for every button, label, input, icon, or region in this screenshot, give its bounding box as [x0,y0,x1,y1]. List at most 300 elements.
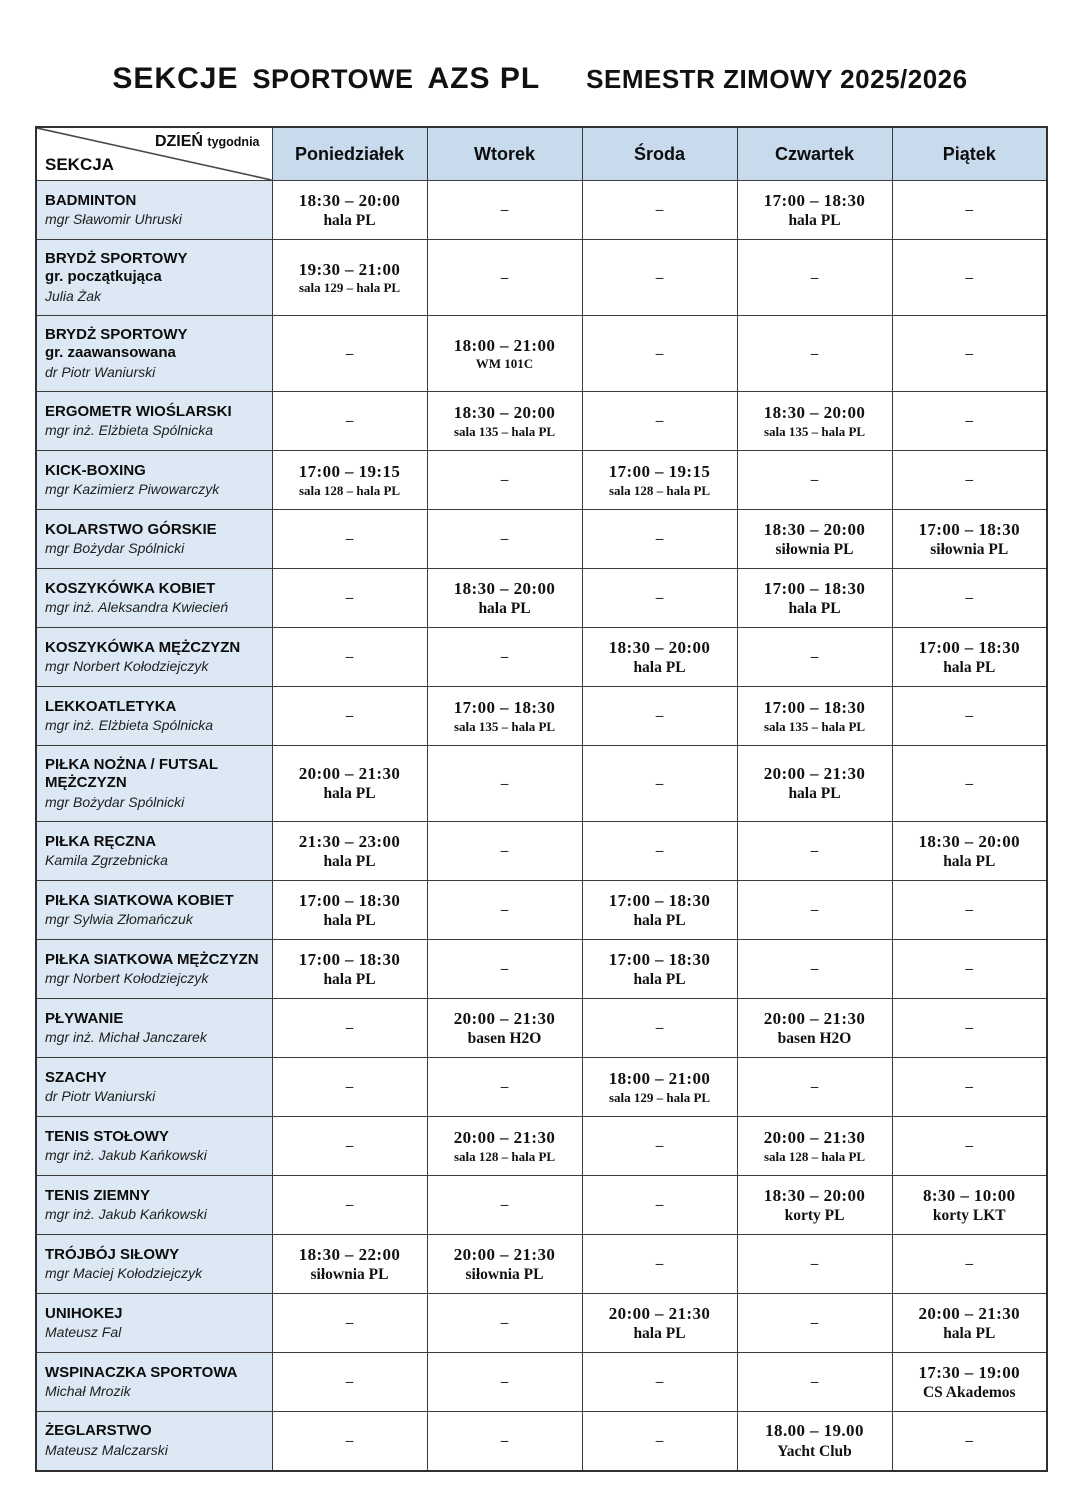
schedule-cell [272,1176,427,1235]
place-text: basen H2O [777,1029,852,1047]
table-row [36,1294,1047,1353]
day-header-czwartek: Czwartek [737,127,892,181]
empty-dash: – [655,345,664,362]
time-text: 18:00 – 21:00 [608,1069,711,1089]
instructor-name: Mateusz Malczarski [45,1442,168,1459]
corner-day-subword: tygodnia [207,135,260,149]
title-semester: SEMESTR ZIMOWY 2025/2026 [586,64,968,94]
place-text: siłownia PL [310,1265,389,1283]
empty-dash: – [655,1138,664,1154]
time-text: 17:00 – 18:30 [608,949,711,969]
empty-dash: – [500,1197,509,1213]
empty-dash: – [810,1256,819,1272]
table-row [36,999,1047,1058]
schedule-cell [737,1353,892,1412]
section-name: KOSZYKÓWKA MĘŻCZYZN [45,638,241,656]
schedule-cell [427,181,582,240]
section-cell [36,822,272,881]
time-text: 17:00 – 19:15 [298,462,401,482]
section-cell [36,1294,272,1353]
schedule-cell [737,999,892,1058]
instructor-name: mgr Maciej Kołodziejczyk [45,1265,203,1282]
schedule-cell [427,316,582,392]
schedule-cell [427,881,582,940]
empty-dash: – [810,1315,819,1331]
section-cell [36,999,272,1058]
empty-dash: – [965,345,973,362]
empty-dash: – [345,1432,354,1449]
time-text: 17:00 – 18:30 [763,578,866,598]
schedule-cell [892,940,1047,999]
schedule-cell [737,1235,892,1294]
section-name: PŁYWANIE [45,1009,124,1027]
empty-dash: – [810,269,819,286]
empty-dash: – [965,202,973,218]
schedule-cell [737,316,892,392]
section-name: TENIS STOŁOWY [45,1127,169,1145]
empty-dash: – [500,649,509,665]
instructor-name: mgr inż. Michał Janczarek [45,1029,207,1046]
empty-dash: – [345,345,354,362]
section-name: WSPINACZKA SPORTOWA [45,1363,238,1381]
table-row [36,1353,1047,1412]
empty-dash: – [810,902,819,918]
table-row [36,687,1047,746]
empty-dash: – [810,1079,819,1095]
table-row [36,240,1047,316]
title-azs-pl: AZS PL [427,62,541,95]
schedule-cell [427,687,582,746]
schedule-cell [737,510,892,569]
place-text: hala PL [323,911,376,929]
section-cell [36,628,272,687]
time-text: 18:30 – 20:00 [453,403,556,423]
time-text: 17:00 – 18:30 [608,890,711,910]
place-text: WM 101C [475,356,534,371]
schedule-cell [272,940,427,999]
schedule-cell [272,451,427,510]
schedule-cell [737,687,892,746]
place-text: sala 128 – hala PL [453,1148,556,1164]
schedule-cell [737,1176,892,1235]
schedule-cell [582,451,737,510]
schedule-cell [737,940,892,999]
empty-dash: – [810,345,819,362]
empty-dash: – [655,843,664,859]
section-cell [36,1176,272,1235]
schedule-cell [427,746,582,822]
table-row [36,628,1047,687]
instructor-name: Julia Żak [45,288,102,305]
empty-dash: – [345,1374,354,1390]
empty-dash: – [655,1432,664,1449]
empty-dash: – [500,531,509,547]
day-header-wtorek: Wtorek [427,127,582,181]
schedule-cell [892,822,1047,881]
empty-dash: – [810,1374,819,1390]
place-text: hala PL [943,658,996,676]
corner-section-label: SEKCJA [45,155,114,174]
section-cell [36,881,272,940]
table-row [36,1058,1047,1117]
title-sekcje: SEKCJE [112,62,239,95]
section-name: PIŁKA NOŻNA / FUTSAL [45,755,219,773]
empty-dash: – [655,1197,664,1213]
instructor-name: mgr Kazimierz Piwowarczyk [45,481,220,498]
schedule-cell [272,1412,427,1471]
day-header-sroda: Środa [582,127,737,181]
schedule-cell [272,1058,427,1117]
table-row [36,451,1047,510]
empty-dash: – [965,472,973,488]
time-text: 18.00 – 19.00 [765,1421,864,1441]
schedule-cell [272,746,427,822]
section-name: PIŁKA SIATKOWA KOBIET [45,891,234,909]
place-text: CS Akademos [922,1383,1016,1401]
schedule-table [35,126,1048,1472]
schedule-cell [582,999,737,1058]
time-text: 20:00 – 21:30 [608,1303,711,1323]
schedule-cell [737,240,892,316]
time-text: 17:00 – 18:30 [918,637,1021,657]
section-name: TRÓJBÓJ SIŁOWY [45,1245,180,1263]
empty-dash: – [965,902,973,918]
place-text: hala PL [323,211,376,229]
section-name: KOSZYKÓWKA KOBIET [45,579,216,597]
empty-dash: – [655,708,664,724]
schedule-cell [892,1294,1047,1353]
empty-dash: – [965,708,973,724]
schedule-cell [272,181,427,240]
empty-dash: – [500,1315,509,1331]
schedule-cell [737,1117,892,1176]
title-sportowe: SPORTOWE [252,64,414,94]
table-row [36,181,1047,240]
schedule-cell [427,451,582,510]
section-cell [36,569,272,628]
schedule-cell [892,687,1047,746]
empty-dash: – [500,1374,509,1390]
time-text: 18:30 – 20:00 [918,831,1021,851]
schedule-cell [272,240,427,316]
day-header-piatek: Piątek [892,127,1047,181]
empty-dash: – [500,902,509,918]
place-text: Yacht Club [777,1442,852,1460]
schedule-cell [737,569,892,628]
section-cell [36,240,272,316]
empty-dash: – [965,413,973,429]
schedule-cell [737,451,892,510]
empty-dash: – [655,775,664,792]
time-text: 8:30 – 10:00 [922,1185,1016,1205]
table-row [36,1176,1047,1235]
empty-dash: – [965,1256,973,1272]
table-row [36,822,1047,881]
schedule-cell [892,999,1047,1058]
time-text: 18:30 – 20:00 [453,578,556,598]
instructor-name: mgr inż. Jakub Kańkowski [45,1147,207,1164]
schedule-cell [892,451,1047,510]
time-text: 20:00 – 21:30 [763,764,866,784]
schedule-cell [427,1353,582,1412]
schedule-cell [582,687,737,746]
empty-dash: – [810,843,819,859]
empty-dash: – [810,649,819,665]
empty-dash: – [810,472,819,488]
place-text: hala PL [633,970,686,988]
empty-dash: – [500,1079,509,1095]
instructor-name: dr Piotr Waniurski [45,364,156,381]
empty-dash: – [345,590,354,606]
schedule-cell [427,1176,582,1235]
section-cell [36,1412,272,1471]
time-text: 20:00 – 21:30 [298,764,401,784]
empty-dash: – [500,961,509,977]
schedule-cell [427,999,582,1058]
schedule-cell [427,1117,582,1176]
section-cell [36,1058,272,1117]
empty-dash: – [655,269,664,286]
schedule-cell [582,746,737,822]
schedule-cell [427,1294,582,1353]
place-text: sala 128 – hala PL [763,1148,866,1164]
time-text: 21:30 – 23:00 [298,831,401,851]
place-text: siłownia PL [465,1265,544,1283]
schedule-cell [737,1412,892,1471]
section-cell [36,1353,272,1412]
empty-dash: – [810,961,819,977]
empty-dash: – [345,1315,354,1331]
time-text: 19:30 – 21:00 [298,259,401,279]
schedule-cell [892,510,1047,569]
empty-dash: – [965,961,973,977]
empty-dash: – [655,531,664,547]
empty-dash: – [655,590,664,606]
empty-dash: – [345,1020,354,1036]
empty-dash: – [345,1197,354,1213]
schedule-cell [427,240,582,316]
empty-dash: – [965,590,973,606]
instructor-name: Mateusz Fal [45,1324,122,1341]
schedule-cell [582,628,737,687]
table-row [36,510,1047,569]
section-name: ŻEGLARSTWO [45,1422,152,1440]
time-text: 20:00 – 21:30 [453,1128,556,1148]
empty-dash: – [655,1256,664,1272]
empty-dash: – [345,531,354,547]
section-name: MĘŻCZYZN [45,774,127,792]
schedule-cell [582,392,737,451]
section-name: ERGOMETR WIOŚLARSKI [45,402,232,420]
empty-dash: – [345,1138,354,1154]
place-text: sala 128 – hala PL [298,482,401,498]
schedule-cell [892,1353,1047,1412]
time-text: 20:00 – 21:30 [763,1008,866,1028]
schedule-cell [272,628,427,687]
section-cell [36,746,272,822]
table-row [36,1235,1047,1294]
place-text: hala PL [633,1324,686,1342]
time-text: 20:00 – 21:30 [763,1128,866,1148]
place-text: sala 135 – hala PL [453,718,556,734]
instructor-name: mgr inż. Aleksandra Kwiecień [45,599,229,616]
empty-dash: – [500,1432,509,1449]
schedule-cell [892,881,1047,940]
time-text: 18:00 – 21:00 [453,335,556,355]
empty-dash: – [345,649,354,665]
empty-dash: – [965,269,973,286]
schedule-cell [892,1176,1047,1235]
place-text: korty LKT [932,1206,1006,1224]
schedule-cell [582,510,737,569]
place-text: hala PL [943,1324,996,1342]
empty-dash: – [345,708,354,724]
schedule-cell [272,510,427,569]
schedule-cell [892,1058,1047,1117]
place-text: hala PL [788,211,841,229]
schedule-cell [892,1235,1047,1294]
empty-dash: – [500,843,509,859]
section-name: gr. zaawansowana [45,344,176,362]
corner-day-label [155,133,260,151]
schedule-cell [427,1058,582,1117]
empty-dash: – [965,775,973,792]
schedule-cell [582,822,737,881]
place-text: sala 135 – hala PL [763,718,866,734]
place-text: siłownia PL [930,540,1009,558]
schedule-cell [272,1235,427,1294]
schedule-cell [272,316,427,392]
place-text: hala PL [323,785,376,803]
instructor-name: mgr Bożydar Spólnicki [45,540,185,557]
empty-dash: – [655,202,664,218]
table-row [36,392,1047,451]
section-cell [36,510,272,569]
time-text: 20:00 – 21:30 [453,1244,556,1264]
empty-dash: – [655,1374,664,1390]
schedule-cell [737,1058,892,1117]
schedule-cell [737,822,892,881]
schedule-cell [582,1176,737,1235]
schedule-cell [892,746,1047,822]
section-name: BADMINTON [45,191,137,209]
section-cell [36,1235,272,1294]
place-text: sala 128 – hala PL [608,482,711,498]
place-text: hala PL [943,852,996,870]
section-name: UNIHOKEJ [45,1304,123,1322]
section-cell [36,940,272,999]
corner-day-word: DZIEŃ [154,133,203,150]
place-text: hala PL [323,852,376,870]
schedule-cell [582,1412,737,1471]
day-header-poniedzialek: Poniedziałek [272,127,427,181]
time-text: 17:00 – 18:30 [298,949,401,969]
place-text: hala PL [478,599,531,617]
instructor-name: mgr Bożydar Spólnicki [45,794,185,811]
instructor-name: mgr Norbert Kołodziejczyk [45,970,209,987]
table-row [36,316,1047,392]
place-text: korty PL [784,1206,845,1224]
section-cell [36,316,272,392]
empty-dash: – [500,202,509,218]
section-name: LEKKOATLETYKA [45,697,177,715]
schedule-cell [427,628,582,687]
schedule-cell [582,569,737,628]
schedule-cell [582,181,737,240]
time-text: 18:30 – 20:00 [298,190,401,210]
schedule-cell [582,1235,737,1294]
place-text: hala PL [788,785,841,803]
section-cell [36,1117,272,1176]
table-row [36,1117,1047,1176]
time-text: 17:00 – 18:30 [763,190,866,210]
corner-cell [36,127,272,181]
schedule-cell [582,1058,737,1117]
place-text: sala 135 – hala PL [453,423,556,439]
header-row [36,127,1047,181]
table-row [36,569,1047,628]
table-row [36,881,1047,940]
empty-dash: – [345,413,354,429]
instructor-name: mgr inż. Elżbieta Spólnicka [45,717,214,734]
place-text: hala PL [633,658,686,676]
place-text: hala PL [633,911,686,929]
place-text: hala PL [788,599,841,617]
time-text: 17:00 – 18:30 [918,519,1021,539]
schedule-cell [427,1412,582,1471]
place-text: basen H2O [467,1029,542,1047]
schedule-cell [272,881,427,940]
place-text: siłownia PL [775,540,854,558]
instructor-name: dr Piotr Waniurski [45,1088,156,1105]
schedule-cell [272,822,427,881]
instructor-name: mgr Norbert Kołodziejczyk [45,658,209,675]
empty-dash: – [500,775,509,792]
table-row [36,1412,1047,1471]
schedule-cell [272,1353,427,1412]
empty-dash: – [965,1079,973,1095]
section-cell [36,451,272,510]
time-text: 18:30 – 20:00 [763,519,866,539]
time-text: 17:00 – 18:30 [763,698,866,718]
title-left [112,62,540,96]
schedule-cell [737,181,892,240]
schedule-cell [582,881,737,940]
schedule-cell [892,316,1047,392]
section-name: KOLARSTWO GÓRSKIE [45,520,217,538]
time-text: 18:30 – 20:00 [763,403,866,423]
section-cell [36,392,272,451]
empty-dash: – [655,1020,664,1036]
schedule-cell [737,746,892,822]
schedule-cell [892,1117,1047,1176]
schedule-cell [427,822,582,881]
place-text: sala 129 – hala PL [298,280,401,295]
empty-dash: – [965,1020,973,1036]
section-name: gr. początkująca [45,268,162,286]
time-text: 17:00 – 18:30 [298,890,401,910]
schedule-cell [737,628,892,687]
schedule-cell [427,392,582,451]
instructor-name: mgr inż. Elżbieta Spólnicka [45,422,214,439]
time-text: 18:30 – 20:00 [763,1185,866,1205]
section-name: KICK-BOXING [45,461,146,479]
schedule-cell [272,392,427,451]
schedule-cell [892,181,1047,240]
schedule-cell [427,940,582,999]
schedule-cell [427,1235,582,1294]
time-text: 18:30 – 22:00 [298,1244,401,1264]
